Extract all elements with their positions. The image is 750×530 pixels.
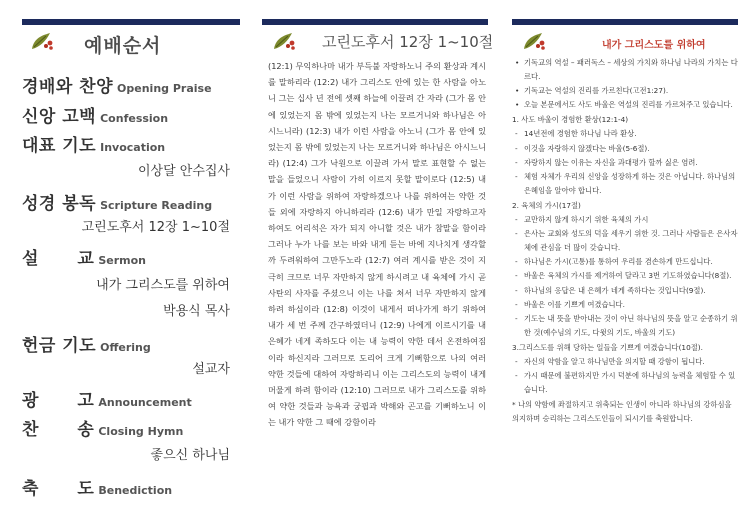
scripture-header [262, 27, 494, 57]
top-bar [22, 19, 240, 25]
notes-line: - 하나님의 응답은 내 은혜가 네게 족하다는 것입니다(9절). [512, 284, 738, 298]
preacher: 박용식 목사 [163, 304, 230, 319]
order-item-confession: 신앙 고백 Confession [22, 107, 169, 127]
order-item-sermon: 설 교 Sermon [22, 249, 147, 269]
notes-heading: 3.그리스도를 위해 당하는 일들을 기쁘게 여겼습니다(10절). [512, 342, 703, 352]
order-item-benediction: 축 도 Benediction [22, 479, 173, 499]
sermon-title: 내가 그리스도를 위하여 [96, 278, 230, 293]
notes-heading: 2. 육체의 가시(17절) [512, 200, 581, 210]
order-item-announcement: 광 고 Announcement [22, 391, 192, 411]
notes-title: 내가 그리스도를 위하여 [602, 40, 706, 51]
notes-line: - 이것을 자랑하지 않겠다는 바울(5-6절). [512, 142, 738, 156]
order-item-invocation: 대표 기도 Invocation [22, 136, 166, 156]
scripture-title: 고린도후서 12장 1~10절 [322, 33, 494, 51]
notes-heading: 1. 사도 바울이 경험한 환상(12:1-4) [512, 115, 629, 125]
offering-leader: 설교자 [192, 362, 230, 377]
closing-hymn-title: 좋으신 하나님 [150, 448, 230, 463]
notes-heading: * 나의 약함에 좌절하지고 위축되는 인생이 아니라 하나님의 강하심을 의지하며 승리하는 그리스도인들이 되시기를 축원합니다. [512, 400, 732, 424]
order-item-offering: 헌금 기도 Offering [22, 336, 151, 356]
scripture-column [262, 0, 494, 530]
notes-line: - 체험 자체가 우리의 신앙을 성장하게 하는 것은 아닙니다. 하나님의 은혜임을 알아야 합니다. [512, 170, 738, 198]
leaf-berry-icon [30, 29, 54, 53]
notes-line: - 자신의 약함을 알고 하나님만을 의지할 때 강함이 됩니다. [512, 355, 738, 369]
notes-line: - 자랑하지 않는 이유는 자신을 과대평가 할까 싫은 염려. [512, 156, 738, 170]
leaf-berry-icon [522, 29, 546, 53]
notes-line: - 기도는 내 뜻을 받아내는 것이 아닌 하나님의 뜻을 알고 순종하기 위한 것(예수님의 기도, 다윗의 기도, 바울의 기도) [512, 312, 738, 340]
order-title: 예배순서 [84, 35, 162, 57]
sermon-notes-column [512, 0, 738, 530]
notes-line: - 14년전에 경험한 하나님 나라 환상. [512, 127, 738, 141]
scripture-reference: 고린도후서 12장 1~10절 [81, 220, 230, 235]
top-bar [262, 19, 488, 25]
notes-line: • 기독교의 역설 – 패러독스 – 세상의 가치와 하나님 나라의 가치는 다르다. [512, 56, 738, 84]
notes-line: - 은사는 교회와 성도의 덕을 세우기 위한 것. 그러나 사람들은 은사자체에 관심을 더 많이 갖습니다. [512, 227, 738, 255]
order-of-worship-column [22, 0, 240, 530]
notes-line: - 가시 때문에 불편하지만 가시 덕분에 하나님의 능력을 체험할 수 있습니다. [512, 369, 738, 397]
notes-line: - 바울은 육체의 가시를 제거하여 달라고 3번 기도하였습니다(8절). [512, 269, 738, 283]
notes-line: - 하나님은 가시(고통)를 통하여 우리를 겸손하게 만드십니다. [512, 255, 738, 269]
order-header [22, 27, 240, 57]
order-item-opening-praise: 경배와 찬양 Opening Praise [22, 77, 212, 97]
sermon-notes [512, 56, 738, 426]
leaf-berry-icon [272, 29, 296, 53]
notes-line: - 교만하지 않게 하시기 위한 육체의 가시 [512, 213, 738, 227]
notes-line: • 기독교는 역설의 진리를 가르친다(고전1:27). [512, 84, 738, 98]
scripture-text: (12:1) 무익하나마 내가 부득불 자랑하노니 주의 환상과 계시를 말하리라 (12:2) 내가 그리스도 안에 있는 한 사람을 아노니 그는 십사 년 전에 셋째 하늘에 이끌려 간 자라 (그가 몸 안에 있었는지 몸 밖에 있었는지 나는 모르거니와 하나님은 아시느니라) (12:3) 내가 이런 사람을 아노니 (그가 몸 안에 있었는지 몸 밖에 있었는지 나는 모르거니와 하나님은 아시느니라) (12:4) 그가 낙원으로 이끌려 가서 말로 표현할 수 없는 말을 들었으니 사람이 가히 이르지 못할 말이로다 (12:5) 내가 이런 사람을 위하여 자랑하겠으나 나를 위하여는 약한 것들 외에 자랑하지 아니하리라 (12:6) 내가 만일 자랑하고자 하여도 어리석은 자가 되지 아니할 것은 내가 참말을 함이라 그러나 누가 나를 보는 바와 내게 듣는 바에 지나치게 생각할까 두려워하여 그만두노라 (12:7) 여러 계시를 받은 것이 지극히 크므로 너무 자만하지 않게 하시려고 내 육체에 가시 곧 사탄의 사자를 주셨으니 이는 나를 쳐서 너무 자만하지 않게 하려 하심이라 (12:8) 이것이 내게서 떠나가게 하기 위하여 내가 세 번 주께 간구하였더니 (12:9) 나에게 이르시기를 내 은혜가 네게 족하도다 이는 내 능력이 약한 데서 온전하여짐이라 하신지라 그러므로 도리어 크게 기뻐함으로 나의 여러 약한 것들에 대하여 자랑하리니 이는 그리스도의 능력이 내게 머물게 하려 함이라 (12:10) 그러므로 내가 그리스도를 위하여 약한 것들과 능욕과 궁핍과 박해와 곤고를 기뻐하노니 이는 내가 약한 그 때에 강함이라 [268, 61, 486, 428]
notes-line: • 오늘 본문에서도 사도 바울은 역설의 진리를 가르쳐주고 있습니다. [512, 98, 738, 112]
invocation-leader: 이상달 안수집사 [137, 164, 230, 179]
order-item-scripture-reading: 성경 봉독 Scripture Reading [22, 194, 213, 214]
notes-line: - 바울은 이를 기쁘게 여겼습니다. [512, 298, 738, 312]
order-item-closing-hymn: 찬 송 Closing Hymn [22, 420, 184, 440]
notes-header [512, 27, 738, 57]
top-bar [512, 19, 738, 25]
